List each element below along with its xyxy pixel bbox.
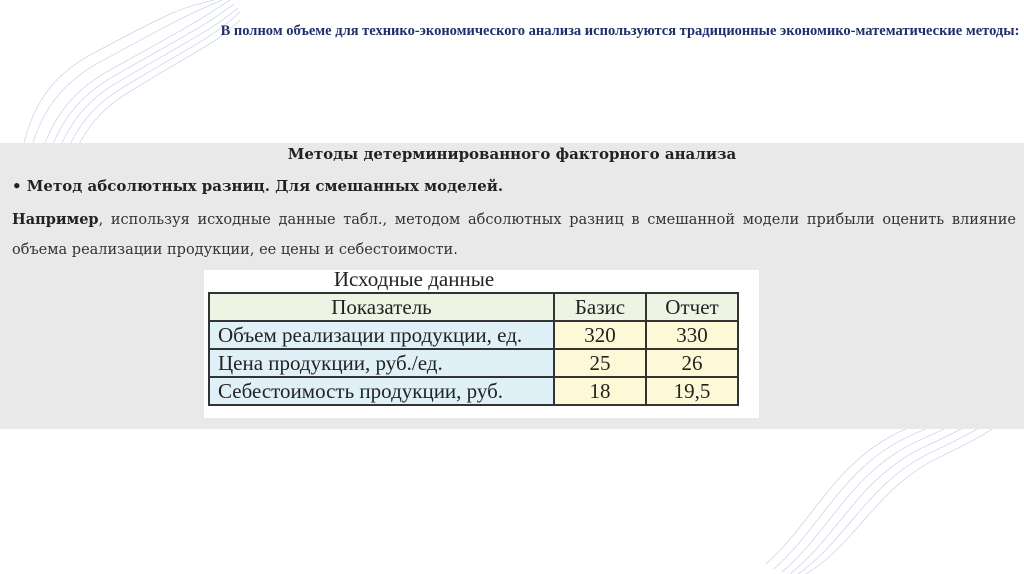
table-title: Исходные данные [333,267,495,291]
table-row [209,349,738,377]
section-title: Методы детерминированного факторного анализа [287,145,737,163]
example-lead: Например [12,211,99,228]
row-report-value: 330 [646,321,738,349]
method-bullet: • Метод абсолютных разниц. Для смешанных моделей. [12,177,504,195]
table-row [209,377,738,405]
row-base-value: 18 [554,377,646,405]
example-paragraph [12,205,1016,265]
row-label: Себестоимость продукции, руб. [209,377,554,405]
row-base-value: 25 [554,349,646,377]
row-base-value: 320 [554,321,646,349]
table-row [209,321,738,349]
row-report-value: 19,5 [646,377,738,405]
header-base: Базис [554,293,646,321]
slide-heading: В полном объеме для технико-экономического анализа используются традиционные экономико-математические методы: [220,23,1020,39]
header-indicator: Показатель [209,293,554,321]
example-text: , используя исходные данные табл., методом абсолютных разниц в смешанной модели прибыли оценить влияние объема реализации продукции, ее цены и себестоимости. [12,212,1016,258]
header-report: Отчет [646,293,738,321]
source-data-table-figure [204,267,759,418]
row-report-value: 26 [646,349,738,377]
source-data-table [208,292,739,406]
table-header-row [209,293,738,321]
row-label: Цена продукции, руб./ед. [209,349,554,377]
row-label: Объем реализации продукции, ед. [209,321,554,349]
